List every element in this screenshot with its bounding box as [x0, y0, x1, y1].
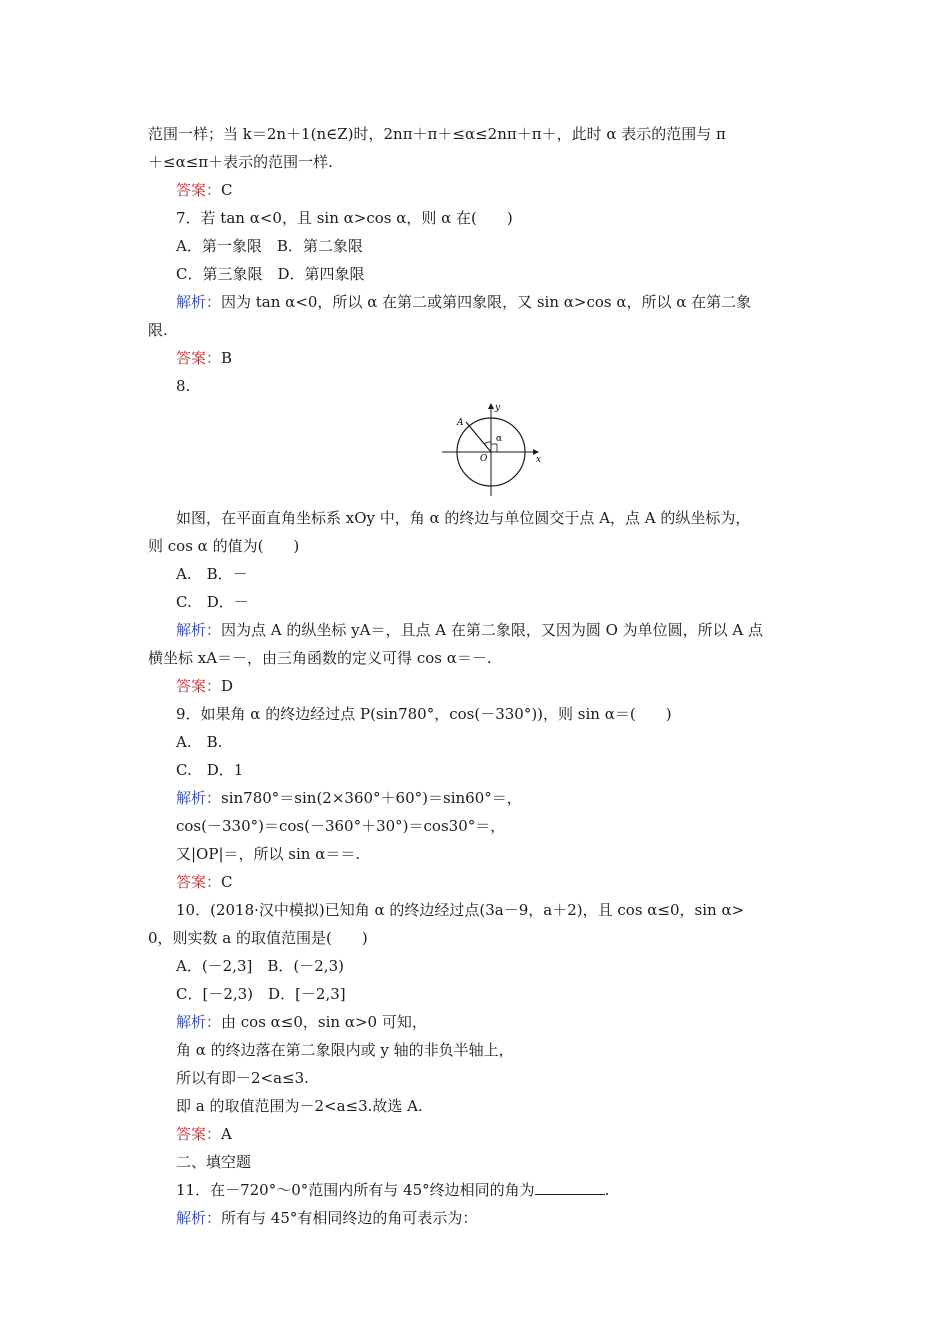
text-line: 角 α 的终边落在第二象限内或 y 轴的非负半轴上， — [176, 1041, 514, 1059]
answer-line — [176, 872, 808, 892]
answer-line — [176, 676, 808, 696]
angle-arc — [484, 442, 491, 444]
question-8: 8. — [176, 377, 191, 395]
answer-value: C — [221, 181, 233, 199]
answer-label: 答案： — [176, 873, 222, 891]
right-angle-mark — [491, 444, 497, 452]
option-line: C. D．－ — [176, 593, 249, 611]
option-line: A．第一象限 B．第二象限 — [176, 237, 363, 255]
text-line: ＋≤α≤π＋表示的范围一样. — [148, 153, 333, 171]
solution-line — [176, 292, 808, 312]
question-7: 7．若 tan α<0，且 sin α>cos α，则 α 在( ) — [176, 209, 513, 227]
label-y: y — [495, 403, 501, 413]
text-line: cos(－330°)＝cos(－360°＋30°)＝cos30°＝， — [176, 817, 506, 835]
text-line: 所以有即－2<a≤3. — [176, 1069, 309, 1087]
solution-text: 由 cos α≤0，sin α>0 可知， — [221, 1013, 427, 1031]
answer-label: 答案： — [176, 181, 222, 199]
text-line: 0，则实数 a 的取值范围是( ) — [148, 929, 368, 947]
answer-value: C — [221, 873, 233, 891]
option-line: A. B．－ — [176, 565, 248, 583]
answer-line — [176, 1124, 808, 1144]
solution-text: 因为 tan α<0，所以 α 在第二或第四象限，又 sin α>cos α，所以 α 在第二象 — [221, 293, 752, 311]
text-line: 又|OP|＝，所以 sin α＝＝. — [176, 845, 361, 863]
text-line: 限. — [148, 321, 168, 339]
solution-label: 解析： — [176, 789, 222, 807]
option-line: C．第三象限 D．第四象限 — [176, 265, 365, 283]
answer-label: 答案： — [176, 349, 222, 367]
terminal-side — [466, 422, 491, 452]
solution-label: 解析： — [176, 1013, 222, 1031]
option-line: A. B. — [176, 733, 223, 751]
text-line: 则 cos α 的值为( ) — [148, 537, 300, 555]
text-line: 横坐标 xA＝－，由三角函数的定义可得 cos α＝－. — [148, 649, 492, 667]
answer-value: A — [221, 1125, 232, 1143]
label-A: A — [457, 418, 464, 428]
solution-line — [176, 620, 808, 640]
solution-label: 解析： — [176, 621, 222, 639]
solution-line — [176, 1012, 808, 1032]
answer-blank — [535, 1180, 605, 1195]
label-x: x — [536, 455, 542, 465]
question-end: . — [604, 1181, 610, 1199]
solution-line — [176, 788, 808, 808]
answer-label: 答案： — [176, 677, 222, 695]
text-line: 范围一样；当 k＝2n＋1(n∈Z)时，2nπ＋π＋≤α≤2nπ＋π＋，此时 α 表示的范围与 π — [148, 125, 726, 143]
answer-line — [176, 348, 808, 368]
unit-circle-figure — [438, 398, 546, 500]
option-line: A．(－2,3] B．(－2,3) — [176, 957, 344, 975]
option-line: C．[－2,3) D．[－2,3] — [176, 985, 346, 1003]
solution-text: sin780°＝sin(2×360°＋60°)＝sin60°＝， — [221, 789, 522, 807]
answer-line — [176, 180, 808, 200]
question-text: 11．在－720°～0°范围内所有与 45°终边相同的角为 — [176, 1181, 535, 1199]
option-line: C. D．1 — [176, 761, 244, 779]
label-alpha: α — [496, 434, 503, 444]
section-heading: 二、填空题 — [176, 1153, 252, 1171]
answer-value: B — [221, 349, 233, 367]
solution-line — [176, 1208, 808, 1228]
solution-label: 解析： — [176, 1209, 222, 1227]
answer-label: 答案： — [176, 1125, 222, 1143]
question-text: 如图，在平面直角坐标系 xOy 中，角 α 的终边与单位圆交于点 A，点 A 的纵坐标为， — [176, 509, 751, 527]
label-O: O — [480, 454, 488, 464]
question-11 — [176, 1180, 808, 1200]
question-10: 10．(2018·汉中模拟)已知角 α 的终边经过点(3a－9，a＋2)，且 cos α≤0，sin α> — [176, 901, 745, 919]
solution-label: 解析： — [176, 293, 222, 311]
text-line: 即 a 的取值范围为－2<a≤3.故选 A. — [176, 1097, 423, 1115]
answer-value: D — [221, 677, 234, 695]
solution-text: 所有与 45°有相同终边的角可表示为： — [221, 1209, 478, 1227]
question-9: 9．如果角 α 的终边经过点 P(sin780°，cos(－330°))，则 sin α＝( ) — [176, 705, 672, 723]
solution-text: 因为点 A 的纵坐标 yA＝，且点 A 在第二象限，又因为圆 O 为单位圆，所以 A 点 — [221, 621, 764, 639]
